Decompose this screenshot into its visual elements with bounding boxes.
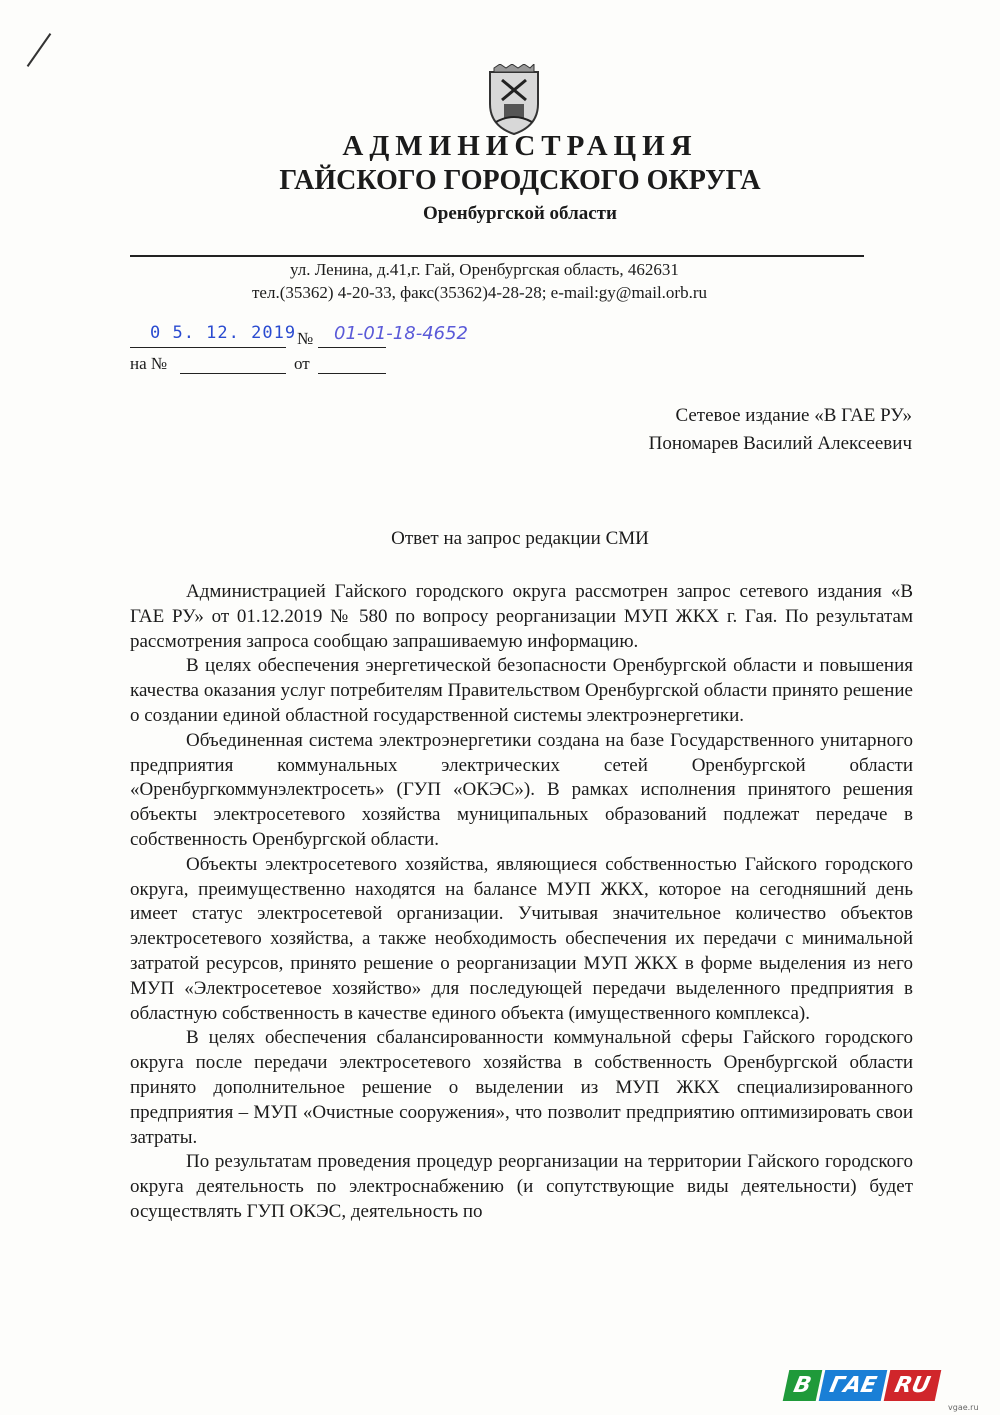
address-line: ул. Ленина, д.41,г. Гай, Оренбургская область, 462631	[290, 260, 679, 279]
reference-label: на №	[130, 354, 168, 373]
coat-of-arms-icon	[484, 64, 544, 136]
recipient-person: Пономарев Василий Алексеевич	[648, 433, 912, 454]
logo-caption: vgae.ru	[948, 1403, 979, 1412]
paragraph: В целях обеспечения энергетической безопасности Оренбургской области и повышения качества оказания услуг потребителям Правительством Оренбургской области принято решение о создании единой областной государственной системы электроэнергетики.	[130, 655, 913, 726]
logo-part-gae: ГАЕ	[818, 1370, 887, 1401]
registration-number: 01-01-18-4652	[334, 323, 469, 344]
org-region: Оренбургской области	[423, 203, 617, 224]
number-underline	[318, 347, 386, 348]
paragraph: Объединенная система электроэнергетики создана на базе Государственного унитарного предприятия коммунальных электрических сетей Оренбургской области «Оренбургкоммунэлектросеть» (ГУП «ОКЭС»). В рамках исполнения принятого решения объекты электросетевого хозяйства муниципальных образований подлежат передаче в собственность Оренбургской области.	[130, 729, 913, 850]
org-subtitle: ГАЙСКОГО ГОРОДСКОГО ОКРУГА	[279, 165, 761, 196]
recipient-publication: Сетевое издание «В ГАЕ РУ»	[675, 405, 912, 426]
logo-part-ru: RU	[884, 1370, 941, 1401]
letter-body	[130, 580, 913, 1225]
reference-from-underline	[318, 373, 386, 374]
date-stamp: 0 5. 12. 2019	[150, 323, 297, 343]
header-divider	[130, 255, 864, 257]
number-label: №	[297, 329, 314, 348]
paragraph: Администрацией Гайского городского округа рассмотрен запрос сетевого издания «В ГАЕ РУ» от 01.12.2019 № 580 по вопросу реорганизации МУП ЖКХ г. Гая. По результатам рассмотрения запроса сообщаю запрашиваемую информацию.	[130, 581, 913, 652]
document-title: Ответ на запрос редакции СМИ	[391, 528, 649, 549]
reference-from-label: от	[294, 354, 310, 373]
watermark-logo	[786, 1370, 938, 1401]
paragraph: В целях обеспечения сбалансированности коммунальной сферы Гайского городского округа после передачи электросетевого хозяйства в собственность Оренбургской области принято дополнительное решение о выделении из МУП ЖКХ специализированного предприятия – МУП «Очистные сооружения», что позволит предприятию оптимизировать свои затраты.	[130, 1027, 913, 1148]
pen-mark	[27, 33, 52, 67]
reference-underline	[180, 373, 286, 374]
date-underline	[130, 347, 286, 348]
contact-line: тел.(35362) 4-20-33, факс(35362)4-28-28; e-mail:gy@mail.orb.ru	[252, 283, 707, 302]
paragraph: По результатам проведения процедур реорганизации на территории Гайского городского округа деятельность по электроснабжению (и сопутствующие виды деятельности) будет осуществлять ГУП ОКЭС, деятельность по	[130, 1151, 913, 1222]
logo-part-v: В	[783, 1370, 822, 1401]
paragraph: Объекты электросетевого хозяйства, являющиеся собственностью Гайского городского округа, преимущественно находятся на балансе МУП ЖКХ, которое на сегодняшний день имеет статус электросетевой организации. Учитывая значительное количество объектов электросетевого хозяйства, а также необходимость обеспечения их передачи с минимальной затратой ресурсов, принято решение о реорганизации МУП ЖКХ в форме выделения из него МУП «Электросетевое хозяйство» для последующей передачи выделенного предприятия в областную собственность в качестве единого объекта (имущественного комплекса).	[130, 853, 913, 1024]
org-title: АДМИНИСТРАЦИЯ	[342, 130, 698, 162]
recipient-block	[649, 402, 912, 458]
